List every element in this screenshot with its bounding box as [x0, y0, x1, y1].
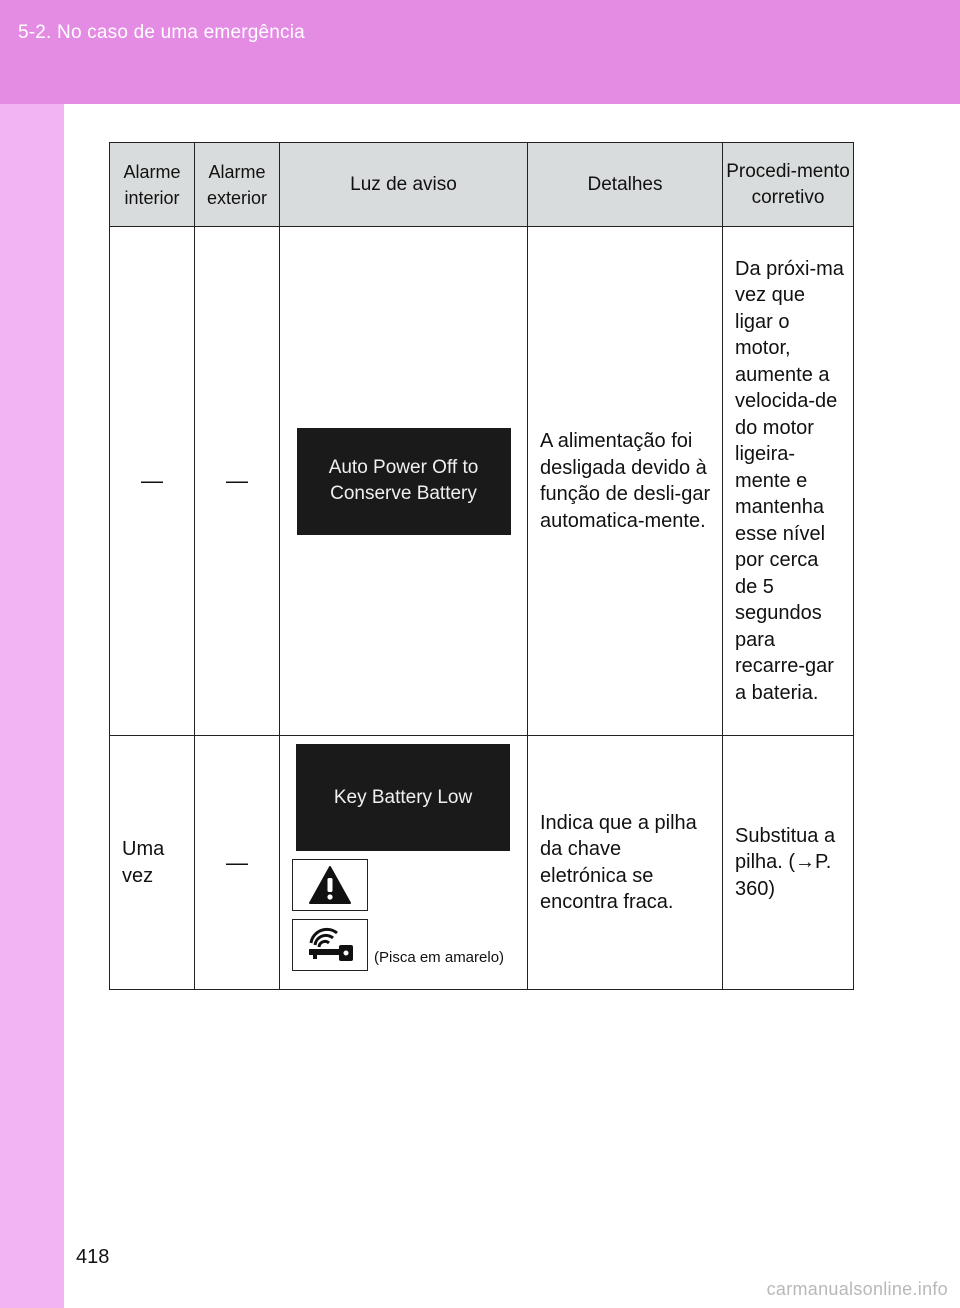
row2-procedure — [723, 736, 854, 990]
table-header-row — [110, 143, 854, 227]
warning-table — [109, 142, 854, 990]
row1-details-text: A alimentação foi desligada devido à função de desli-gar automatica-mente. — [540, 430, 711, 532]
row2-external — [195, 736, 280, 990]
header-procedure: Procedi-mento corretivo — [723, 143, 854, 227]
row2-internal — [110, 736, 195, 990]
page-number: 418 — [76, 1246, 110, 1268]
row2-external-text: — — [226, 849, 248, 875]
key-icon-row — [292, 919, 527, 971]
warning-triangle-icon — [292, 859, 368, 911]
row2-light — [280, 736, 528, 990]
row1-procedure-text: Da próxi-ma vez que ligar o motor, aumente a velocida-de do motor ligeira-mente e mantenha esse nível por cerca de 5 segundos para recarre-gar a bateria. — [735, 257, 844, 704]
key-battery-low-message: Key Battery Low — [296, 744, 510, 851]
table-row — [110, 227, 854, 736]
row1-internal — [110, 227, 195, 736]
row1-procedure — [723, 227, 854, 736]
header-warning-light: Luz de aviso — [280, 143, 528, 227]
row1-light — [280, 227, 528, 736]
table-row — [110, 736, 854, 990]
flash-note: (Pisca em amarelo) — [374, 948, 505, 966]
row1-external-text: — — [226, 468, 248, 493]
section-title: 5-2. No caso de uma emergência — [18, 22, 305, 43]
header-external-alarm: Alarme exterior — [195, 143, 280, 227]
row2-procedure-text: Substitua a pilha. (→P. 360) — [735, 824, 836, 900]
header-band — [0, 0, 960, 104]
row2-details-text: Indica que a pilha da chave eletrónica se encontra fraca. — [540, 811, 697, 913]
header-internal-alarm: Alarme interior — [110, 143, 195, 227]
header-details: Detalhes — [528, 143, 723, 227]
watermark: carmanualsonline.info — [766, 1279, 948, 1299]
row1-details — [528, 227, 723, 736]
row2-details — [528, 736, 723, 990]
auto-power-off-message: Auto Power Off to Conserve Battery — [297, 428, 511, 535]
row2-internal-text: Uma vez — [122, 838, 165, 887]
key-battery-icon — [292, 919, 368, 971]
warning-icon-row — [292, 859, 527, 911]
row1-external — [195, 227, 280, 736]
side-strip — [0, 104, 64, 1308]
row1-internal-text: — — [141, 468, 163, 493]
